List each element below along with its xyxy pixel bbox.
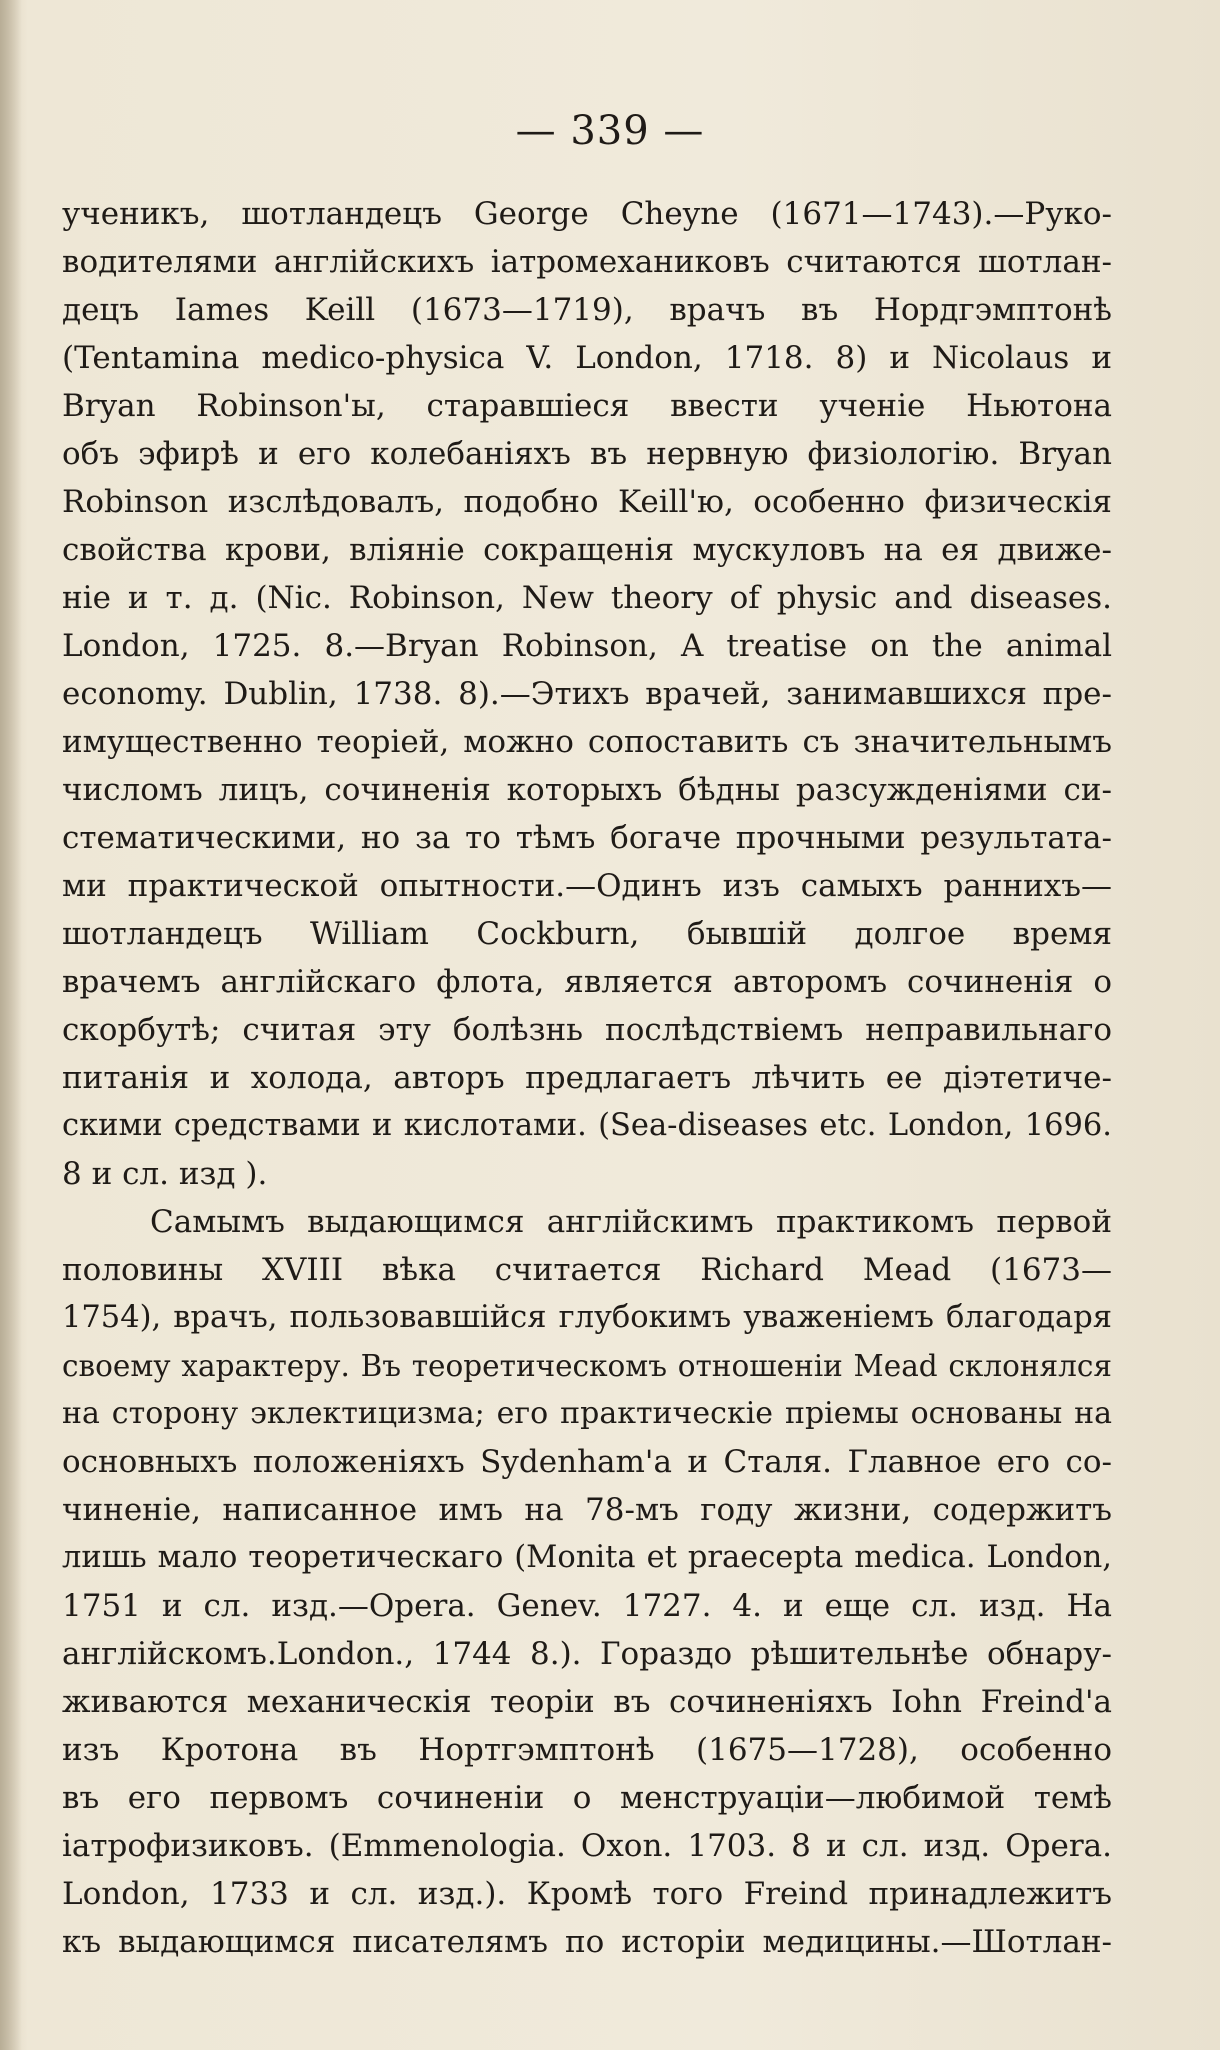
text-line: Robinson изслѣдовалъ, подобно Keill'ю, особенно физическія — [62, 484, 1112, 520]
paragraph-1 — [62, 190, 1112, 1198]
body-text — [62, 190, 1112, 1966]
page-number: — 339 — — [515, 108, 705, 154]
text-line: скими средствами и кислотами. (Sea-diseases etc. London, 1696. — [62, 1108, 1112, 1143]
text-line: стематическими, но за то тѣмъ богаче прочными результата- — [62, 820, 1112, 856]
text-line: водителями англійскихъ іатромеханиковъ считаются шотлан- — [62, 244, 1112, 280]
text-line: London, 1725. 8.—Bryan Robinson, A treatise on the animal — [62, 628, 1112, 664]
text-line: питанія и холода, авторъ предлагаетъ лѣчить ее діэтетиче- — [62, 1060, 1112, 1096]
text-line: 1754), врачъ, пользовавшійся глубокимъ уваженіемъ благодаря — [62, 1300, 1112, 1335]
paragraph-2 — [62, 1198, 1112, 1966]
text-line: London, 1733 и сл. изд.). Кромѣ того Freind принадлежитъ — [62, 1876, 1112, 1912]
text-line: шотландецъ William Cockburn, бывшій долгое время — [62, 916, 1112, 952]
text-line: ученикъ, шотландецъ George Cheyne (1671—1743).—Руко- — [62, 196, 1112, 232]
text-line: имущественно теоріей, можно сопоставить съ значительнымъ — [62, 724, 1112, 760]
text-line: на сторону эклектицизма; его практическіе пріемы основаны на — [62, 1396, 1112, 1431]
text-line: economy. Dublin, 1738. 8).—Этихъ врачей, занимавшихся пре- — [62, 676, 1112, 712]
text-line: половины XVIII вѣка считается Richard Mead (1673— — [62, 1252, 1112, 1288]
binding-shadow — [0, 0, 22, 2050]
text-line: чиненіе, написанное имъ на 78-мъ году жизни, содержитъ — [62, 1492, 1112, 1528]
text-line: живаются механическія теоріи въ сочиненіяхъ Iohn Freind'a — [62, 1684, 1112, 1720]
text-line: 1751 и сл. изд.—Opera. Genev. 1727. 4. и еще сл. изд. На — [62, 1588, 1112, 1624]
text-line: Bryan Robinson'ы, старавшіеся ввести ученіе Ньютона — [62, 388, 1112, 424]
text-line: къ выдающимся писателямъ по исторіи медицины.—Шотлан- — [62, 1924, 1112, 1960]
text-line: іатрофизиковъ. (Emmenologia. Oxon. 1703. 8 и сл. изд. Opera. — [62, 1828, 1112, 1864]
text-line: ніе и т. д. (Nic. Robinson, New theory of physic and diseases. — [62, 580, 1112, 616]
text-line: своему характеру. Въ теоретическомъ отношеніи Mead склонялся — [62, 1349, 1112, 1383]
text-line: основныхъ положеніяхъ Sydenham'a и Сталя. Главное его со- — [62, 1444, 1112, 1480]
text-line: свойства крови, вліяніе сокращенія мускуловъ на ея движе- — [62, 532, 1112, 568]
text-line: 8 и сл. изд ). — [62, 1156, 268, 1192]
text-line: (Tentamina medico-physica V. London, 1718. 8) и Nicolaus и — [62, 340, 1112, 376]
text-line: Самымъ выдающимся англійскимъ практикомъ первой — [150, 1204, 1112, 1240]
text-line: лишь мало теоретическаго (Monita et praecepta medica. London, — [62, 1540, 1112, 1575]
text-line: объ эфирѣ и его колебаніяхъ въ нервную физіологію. Bryan — [62, 436, 1112, 472]
text-line: ми практической опытности.—Одинъ изъ самыхъ раннихъ— — [62, 868, 1112, 904]
text-line: изъ Кротона въ Нортгэмптонѣ (1675—1728), особенно — [62, 1732, 1112, 1768]
text-line: числомъ лицъ, сочиненія которыхъ бѣдны разсужденіями си- — [62, 772, 1112, 808]
text-line: англійскомъ.London., 1744 8.). Гораздо рѣшительнѣе обнару- — [62, 1636, 1112, 1672]
text-line: скорбутѣ; считая эту болѣзнь послѣдствіемъ неправильнаго — [62, 1012, 1112, 1048]
text-line: въ его первомъ сочиненіи о менструаціи—любимой темѣ — [62, 1780, 1112, 1816]
text-line: врачемъ англійскаго флота, является авторомъ сочиненія о — [62, 964, 1112, 1000]
text-line: децъ Iames Keill (1673—1719), врачъ въ Нордгэмптонѣ — [62, 292, 1112, 328]
